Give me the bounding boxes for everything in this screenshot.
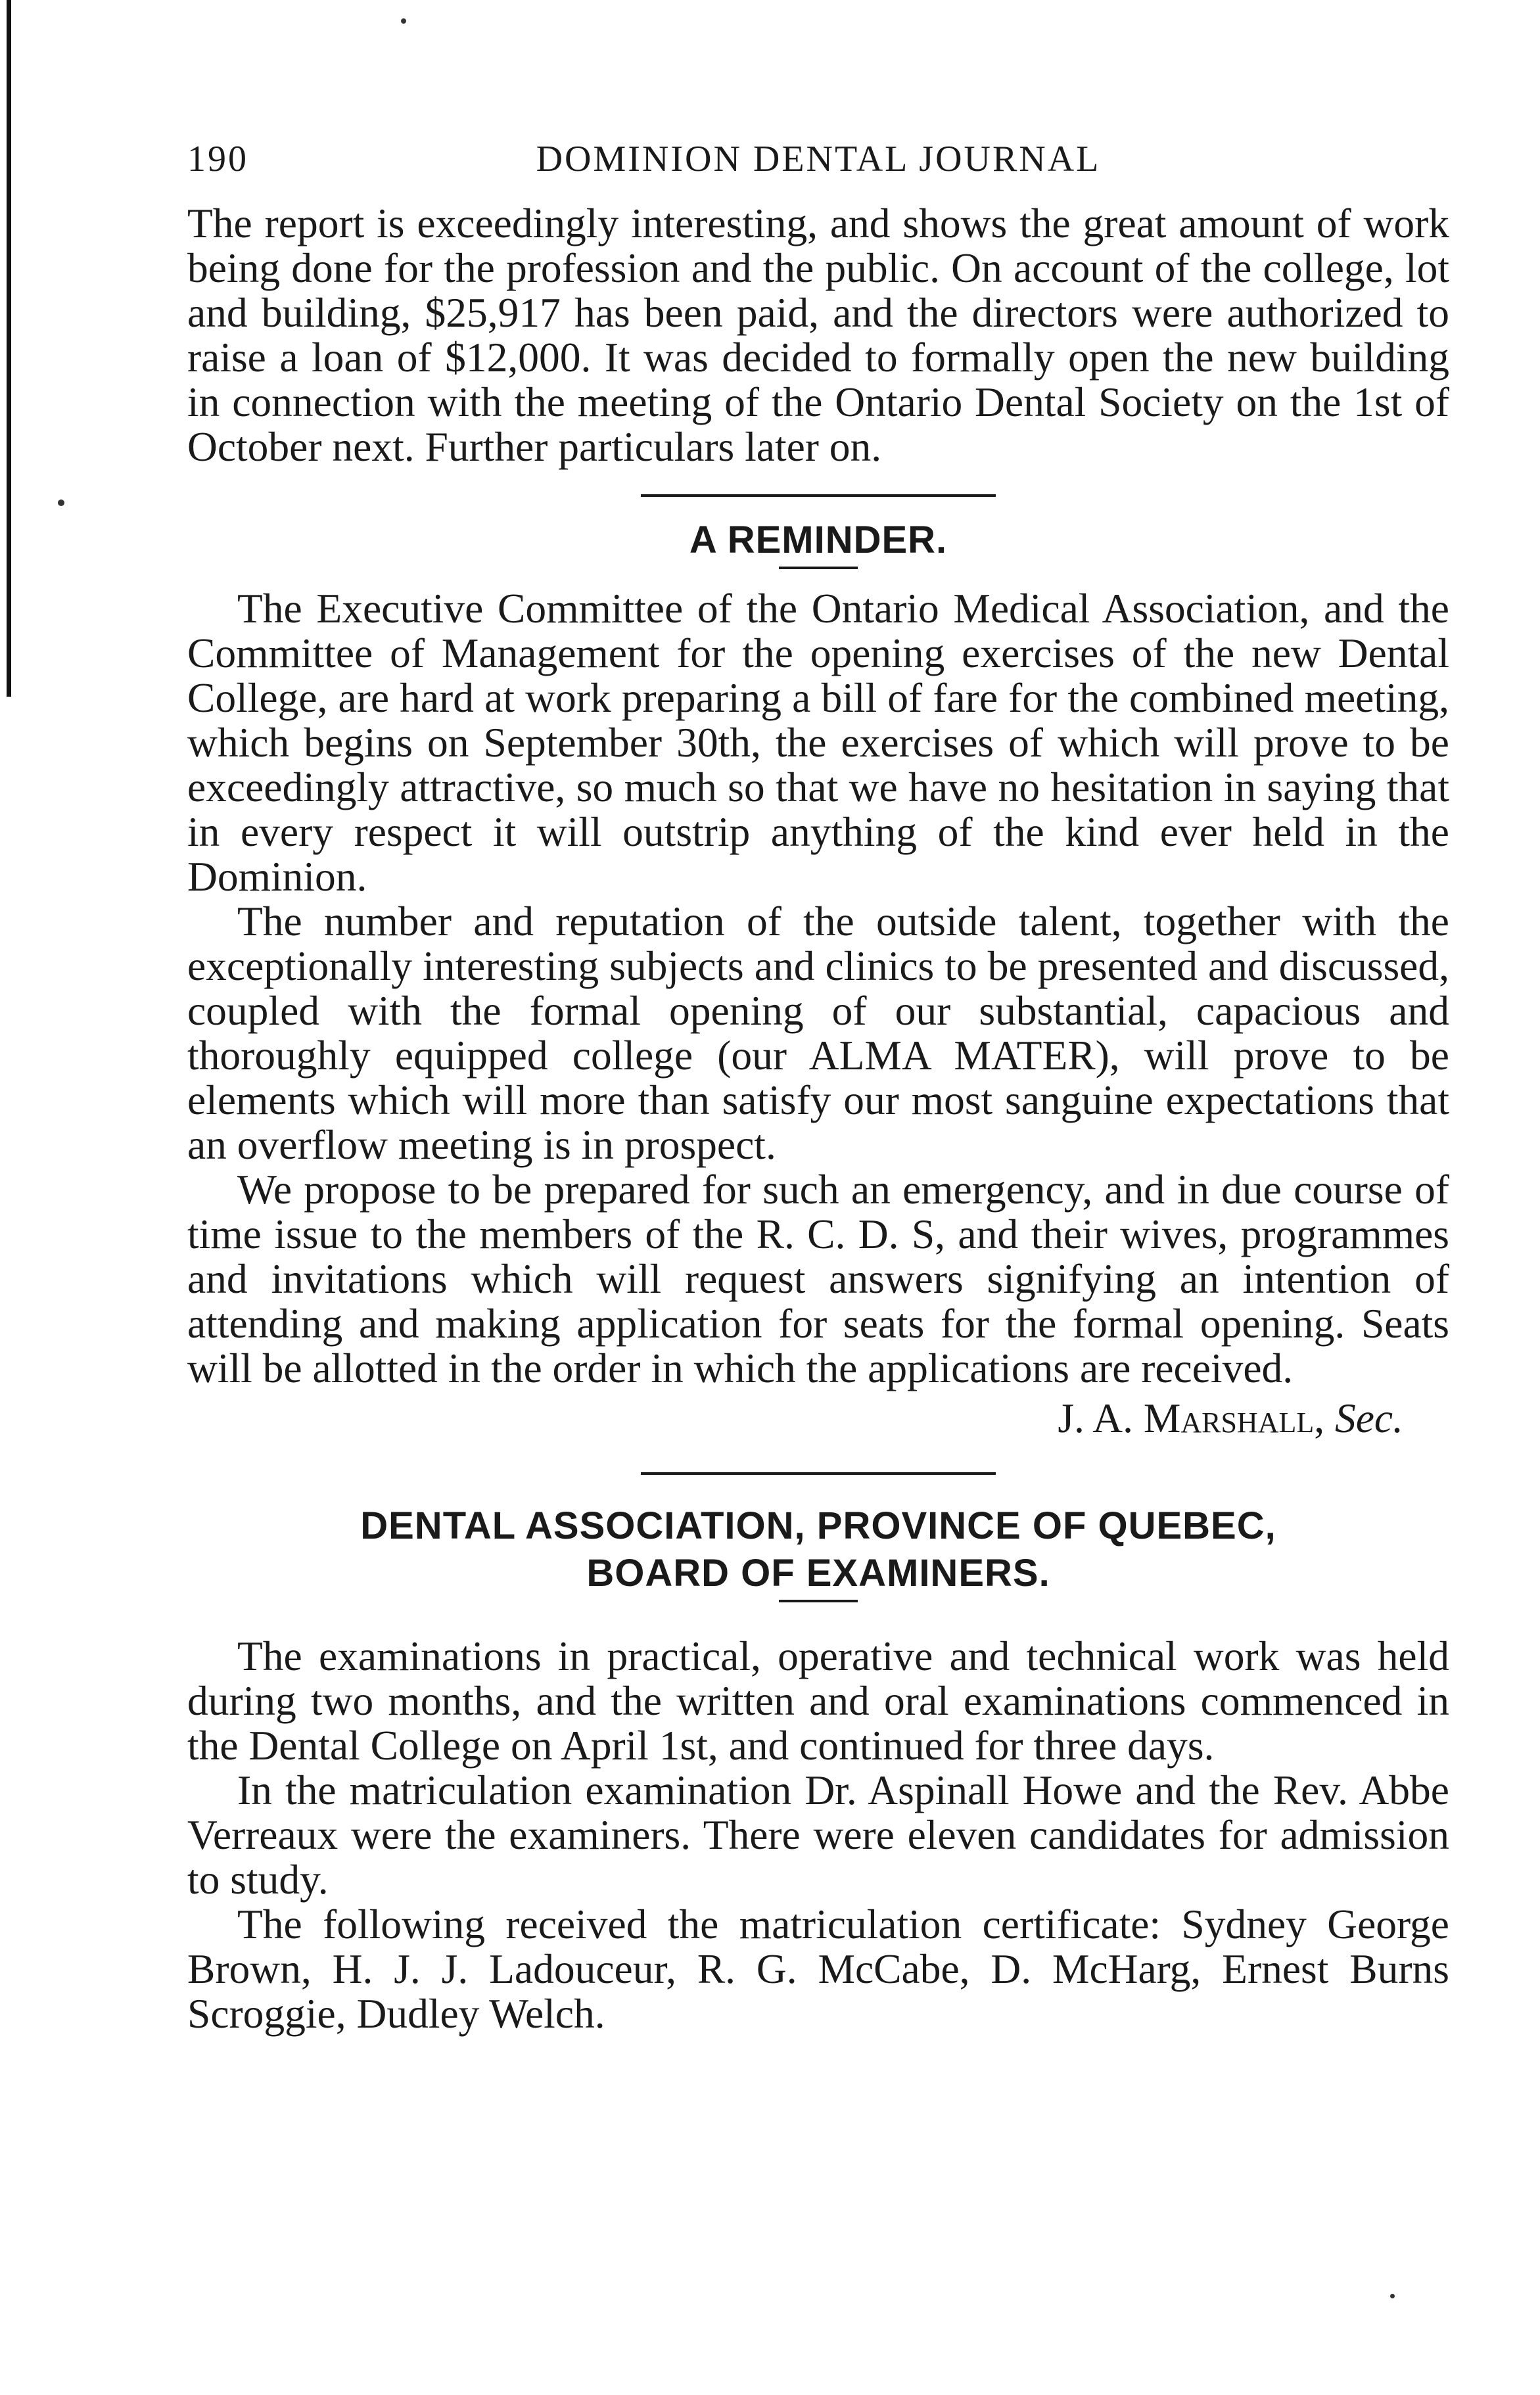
reminder-paragraph: We propose to be prepared for such an emergency, and in due course of time issue to the members of the R. C. D. S, and their wives, programmes and invitations which will request answers signifying an intention of attending and making application for seats for the formal opening. Seats will be allotted in the order in which the applications are received. [187,1166,1449,1391]
signature-name: J. A. Marshall, [1058,1395,1325,1441]
heading-underline [779,567,858,569]
heading-underline [779,1600,858,1602]
quebec-paragraph: The following received the matriculation certificate: Sydney George Brown, H. J. J. Ladouceur, R. G. McCabe, D. McHarg, Ernest Burns Scroggie, Dudley Welch. [187,1901,1449,2037]
quebec-paragraph: In the matriculation examination Dr. Aspinall Howe and the Rev. Abbe Verreaux were the examiners. There were eleven candidates for admission to study. [187,1767,1449,1903]
page-header [187,138,1449,191]
intro-paragraph: The report is exceedingly interesting, and shows the great amount of work being done for the profession and the public. On account of the college, lot and building, $25,917 has been paid, and the directors were authorized to raise a loan of $12,000. It was decided to formally open the new building in connection with the meeting of the Ontario Dental Society on the 1st of October next. Further particulars later on. [187,200,1449,470]
reminder-paragraph: The Executive Committee of the Ontario Medical Association, and the Committee of Management for the opening exercises of the new Dental College, are hard at work preparing a bill of fare for the combined meeting, which begins on September 30th, the exercises of which will prove to be exceedingly attractive, so much so that we have no hesitation in saying that in every respect it will outstrip anything of the kind ever held in the Dominion. [187,585,1449,900]
signature-title: Sec. [1335,1395,1403,1441]
reminder-heading: A REMINDER. [689,519,948,561]
section-divider [641,1472,996,1475]
scan-speck [1390,2294,1395,2298]
section-divider [641,494,996,497]
scan-speck [58,500,64,506]
scan-speck [401,18,406,24]
signature [187,1396,1403,1441]
journal-page [187,138,1449,2036]
running-title: DOMINION DENTAL JOURNAL [536,139,1101,179]
quebec-paragraph: The examinations in practical, operative and technical work was held during two months, and the written and oral examinations commenced in the Dental College on April 1st, and continued for three days. [187,1633,1449,1769]
page-number: 190 [187,139,248,179]
quebec-heading-line1: DENTAL ASSOCIATION, PROVINCE OF QUEBEC, [360,1504,1276,1547]
quebec-heading-line2: BOARD OF EXAMINERS. [586,1552,1050,1594]
scan-margin-line [7,0,11,697]
reminder-paragraph: The number and reputation of the outside talent, together with the exceptionally interesting subjects and clinics to be presented and discussed, coupled with the formal opening of our substantial, capacious and thoroughly equipped college (our ALMA MATER), will prove to be elements which will more than satisfy our most sanguine expectations that an overflow meeting is in prospect. [187,898,1449,1168]
